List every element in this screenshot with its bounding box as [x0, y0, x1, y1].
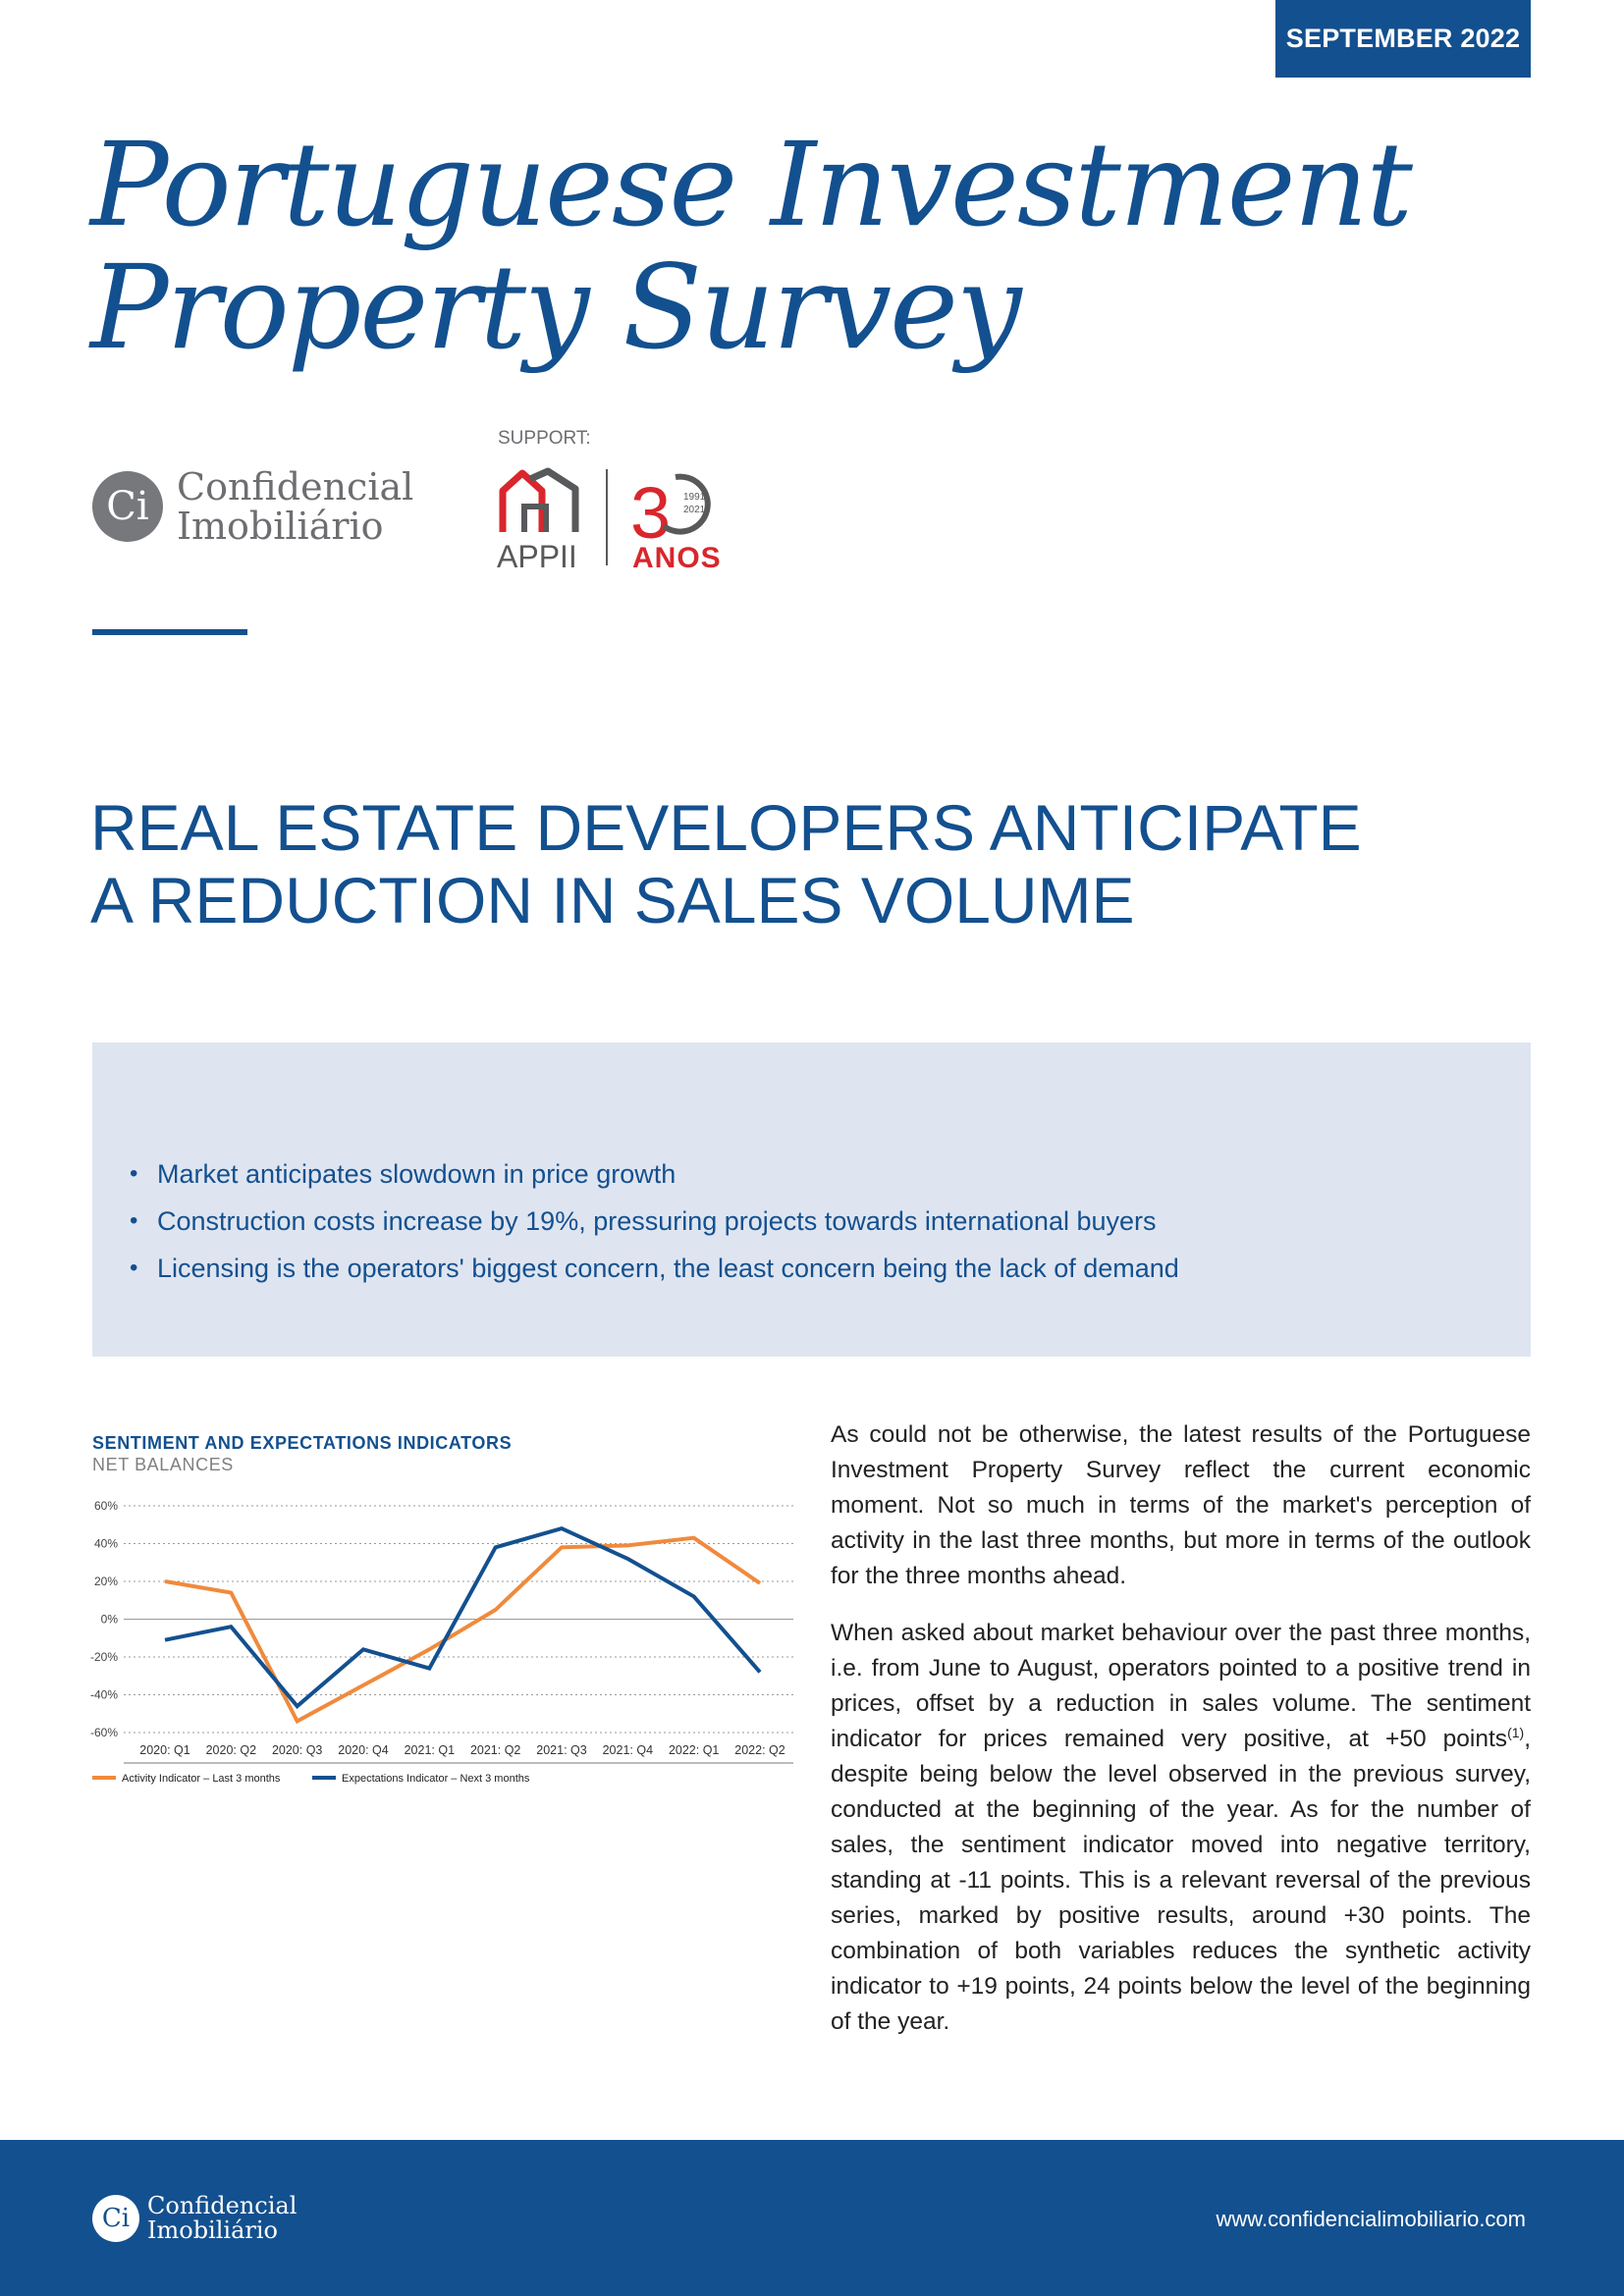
sentiment-expectations-chart [79, 1482, 805, 1934]
date-badge: SEPTEMBER 2022 [1275, 0, 1531, 78]
activity-series-line [165, 1538, 760, 1722]
footer [0, 2140, 1624, 2296]
title-divider [92, 629, 247, 635]
support-label: SUPPORT: [498, 428, 591, 449]
y-tick-label: 40% [93, 1536, 118, 1551]
footer-logo-mark: Ci [92, 2195, 139, 2242]
report-title [90, 117, 1411, 375]
y-tick-label: -20% [89, 1650, 118, 1664]
anniversary-year-start: 1991 [683, 492, 706, 503]
y-tick-label: -60% [89, 1726, 118, 1739]
ci-logo-line2: Imobiliário [177, 505, 384, 548]
x-tick-label: 2022: Q2 [734, 1743, 785, 1757]
ci-logo-text [177, 467, 413, 546]
x-tick-label: 2020: Q1 [139, 1743, 190, 1757]
y-tick-label: 20% [93, 1575, 118, 1588]
article-paragraph-2-part1: When asked about market behaviour over the past three months, i.e. from June to August, operators pointed to a positive trend in prices, offset by a reduction in sales volume. The sentiment indicator for prices remained very positive, at +50 points [831, 1620, 1531, 1752]
key-points-box [92, 1042, 1531, 1357]
key-point: • Market anticipates slowdown in price growth [130, 1150, 1179, 1198]
x-tick-label: 2021: Q4 [602, 1743, 654, 1757]
footer-logo-line2: Imobiliário [147, 2216, 278, 2244]
x-tick-label: 2020: Q4 [338, 1743, 389, 1757]
website-link[interactable]: www.confidencialimobiliario.com [1216, 2207, 1526, 2231]
key-points-list [130, 1150, 1179, 1292]
x-tick-label: 2020: Q2 [205, 1743, 257, 1757]
article-paragraph-1: As could not be otherwise, the latest results of the Portuguese Investment Property Survey reflect the current economic moment. Not so much in terms of the market's perception of activity in the last three months, but more in terms of the outlook for the three months ahead. [831, 1421, 1531, 1589]
appii-30-anos-logo [497, 467, 752, 575]
footer-logo-text [147, 2194, 297, 2243]
appii-house-icon [503, 471, 575, 532]
x-tick-label: 2020: Q3 [271, 1743, 323, 1757]
x-tick-label: 2022: Q1 [668, 1743, 720, 1757]
x-tick-label: 2021: Q2 [469, 1743, 521, 1757]
expectations-series-line [165, 1528, 760, 1706]
article-body [831, 1417, 1531, 2061]
legend-label: Activity Indicator – Last 3 months [122, 1773, 281, 1785]
headline-line2: A REDUCTION IN SALES VOLUME [90, 864, 1135, 936]
footer-logo [92, 2194, 297, 2243]
report-title-line2: Property Survey [90, 240, 1020, 375]
y-tick-label: 0% [100, 1612, 118, 1627]
ci-logo-mark: Ci [92, 471, 163, 542]
anniversary-year-end: 2021 [683, 505, 706, 515]
report-title-line1: Portuguese Investment [90, 117, 1411, 252]
article-paragraph-2 [831, 1616, 1531, 2040]
key-point: • Construction costs increase by 19%, pressuring projects towards international buyers [130, 1198, 1179, 1245]
headline-line1: REAL ESTATE DEVELOPERS ANTICIPATE [90, 791, 1362, 864]
confidencial-imobiliario-logo [92, 467, 413, 546]
x-tick-label: 2021: Q1 [404, 1743, 456, 1757]
y-tick-label: -40% [89, 1687, 118, 1702]
chart-title: SENTIMENT AND EXPECTATIONS INDICATORS [92, 1433, 513, 1453]
legend-label: Expectations Indicator – Next 3 months [342, 1773, 530, 1785]
article-paragraph-2-part2: , despite being below the level observed in the previous survey, conducted at the beginning of the year. As for the number of sales, the sentiment indicator moved into negative territory, standing at -11 points. This is a relevant reversal of the previous series, marked by positive results, around +30 points. The combination of both variables reduces the synthetic activity indicator to +19 points, 24 points below the level of the beginning of the year. [831, 1726, 1531, 2035]
appii-name: APPII [497, 539, 577, 574]
key-point: • Licensing is the operators' biggest concern, the least concern being the lack of demand [130, 1245, 1179, 1292]
chart-subtitle: NET BALANCES [92, 1455, 234, 1474]
footnote-marker: (1) [1507, 1724, 1525, 1740]
footer-logo-line1: Confidencial [147, 2192, 298, 2219]
headline [90, 791, 1362, 936]
x-tick-label: 2021: Q3 [536, 1743, 587, 1757]
anniversary-digit-3: 3 [630, 472, 672, 554]
anniversary-word: ANOS [632, 542, 722, 574]
ci-logo-line1: Confidencial [177, 465, 414, 508]
y-tick-label: 60% [93, 1499, 118, 1513]
